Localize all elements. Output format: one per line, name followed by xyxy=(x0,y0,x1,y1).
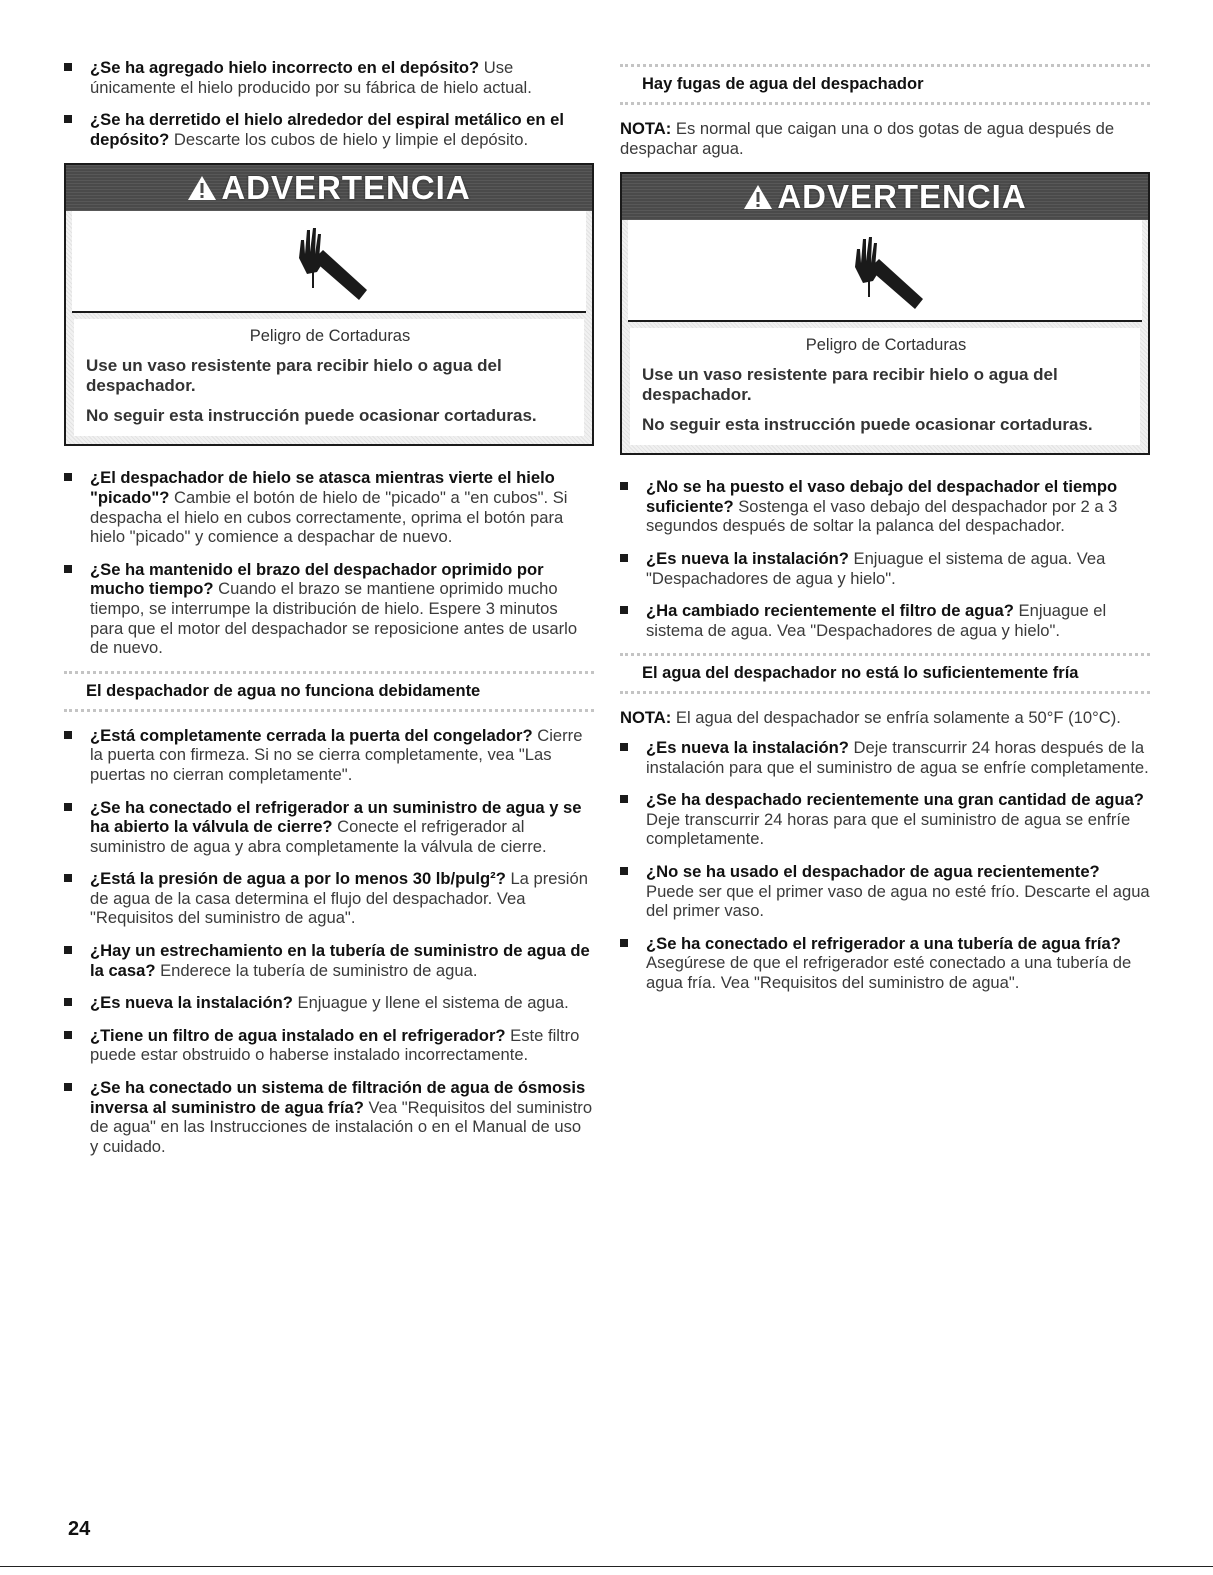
list-item xyxy=(64,993,594,1013)
bullet-list xyxy=(620,477,1150,640)
section-heading: Hay fugas de agua del despachador xyxy=(620,64,1150,105)
question: ¿Se ha conectado el refrigerador a una tubería de agua fría? xyxy=(646,933,1121,953)
bullet-list xyxy=(64,58,594,149)
warning-line: Use un vaso resistente para recibir hielo o agua del despachador. xyxy=(642,365,1058,405)
right-column xyxy=(620,64,1150,1005)
answer: Cuando el brazo se mantiene oprimido mucho tiempo, se interrumpe la distribución de hielo. Espere 3 minutos para que el motor del despachador se reposicione antes de usarlo de nuevo. xyxy=(90,579,578,658)
question: ¿Es nueva la instalación? xyxy=(90,993,293,1013)
list-item xyxy=(64,1078,594,1156)
bullet-list xyxy=(64,726,594,1157)
warning-line: No seguir esta instrucción puede ocasionar cortaduras. xyxy=(86,406,537,426)
answer: Este filtro puede estar obstruido o haberse instalado incorrectamente. xyxy=(90,1025,580,1065)
list-item xyxy=(620,477,1150,536)
answer: Puede ser que el primer vaso de agua no esté frío. Descarte el agua del primer vaso. xyxy=(646,881,1150,921)
warning-body xyxy=(74,319,584,436)
list-item xyxy=(64,560,594,658)
question: ¿Se ha conectado un sistema de filtración de agua de ósmosis inversa al suministro de agua fría? xyxy=(90,1078,586,1117)
answer: Enjuague y llene el sistema de agua. xyxy=(292,993,569,1013)
list-item xyxy=(64,468,594,546)
warning-header xyxy=(622,174,1148,220)
question: ¿Está completamente cerrada la puerta del congelador? xyxy=(90,725,533,745)
question: ¿Ha cambiado recientemente el filtro de agua? xyxy=(646,601,1014,621)
list-item xyxy=(64,1026,594,1065)
list-item xyxy=(64,58,594,97)
list-item xyxy=(64,798,594,857)
answer: Cierre la puerta con firmeza. Si no se cierra completamente, vea "Las puertas no cierran completamente". xyxy=(90,725,583,784)
question: ¿No se ha puesto el vaso debajo del despachador el tiempo suficiente? xyxy=(646,477,1118,516)
answer: Descarte los cubos de hielo y limpie el depósito. xyxy=(169,129,529,149)
warning-title: ADVERTENCIA xyxy=(777,178,1027,216)
bullet-list xyxy=(620,738,1150,993)
answer: Enderece la tubería de suministro de agua. xyxy=(155,960,478,980)
list-item xyxy=(620,549,1150,588)
list-item xyxy=(620,862,1150,921)
note xyxy=(620,119,1150,158)
warning-line: Use un vaso resistente para recibir hielo o agua del despachador. xyxy=(86,356,502,396)
bullet-list xyxy=(64,468,594,657)
footer-rule xyxy=(0,1566,1213,1567)
answer: Enjuague el sistema de agua. Vea "Despachadores de agua y hielo". xyxy=(646,601,1107,640)
note-label: NOTA: xyxy=(620,708,672,728)
question: ¿Se ha conectado el refrigerador a un suministro de agua y se ha abierto la válvula de cierre? xyxy=(90,797,582,837)
warning-triangle-icon xyxy=(743,184,773,210)
answer: Deje transcurrir 24 horas después de la instalación para que el suministro de agua se enfríe completamente. xyxy=(646,737,1149,777)
question: ¿No se ha usado el despachador de agua recientemente? xyxy=(646,861,1100,881)
list-item xyxy=(620,790,1150,849)
section-heading: El agua del despachador no está lo suficientemente fría xyxy=(620,653,1150,694)
answer: Sostenga el vaso debajo del despachador por 2 a 3 segundos después de soltar la palanca del despachador. xyxy=(646,496,1118,536)
warning-header xyxy=(66,165,592,211)
question: ¿Tiene un filtro de agua instalado en el refrigerador? xyxy=(90,1025,506,1045)
question: ¿Está la presión de agua a por lo menos 30 lb/pulg²? xyxy=(90,869,506,889)
note xyxy=(620,708,1150,728)
note-text: El agua del despachador se enfría solamente a 50°F (10°C). xyxy=(671,708,1121,728)
note-label: NOTA: xyxy=(620,119,672,138)
answer: Conecte el refrigerador al suministro de agua y abra completamente la válvula de cierre. xyxy=(90,817,547,856)
warning-line: No seguir esta instrucción puede ocasionar cortaduras. xyxy=(642,415,1093,435)
list-item xyxy=(64,726,594,785)
answer: Use únicamente el hielo producido por su fábrica de hielo actual. xyxy=(90,58,532,97)
warning-box xyxy=(620,172,1150,455)
section-heading: El despachador de agua no funciona debidamente xyxy=(64,671,594,712)
list-item xyxy=(620,738,1150,777)
list-item xyxy=(64,110,594,149)
question: ¿Se ha mantenido el brazo del despachador oprimido por mucho tiempo? xyxy=(90,559,544,599)
list-item xyxy=(64,941,594,980)
warning-subtitle: Peligro de Cortaduras xyxy=(805,336,967,355)
answer: Enjuague el sistema de agua. Vea "Despachadores de agua y hielo". xyxy=(646,548,1106,588)
answer: Cambie el botón de hielo de "picado" a "en cubos". Si despacha el hielo en cubos correctamente, oprima el botón para hielo "picado" y comience a despachar de nuevo. xyxy=(90,487,568,547)
note-text: Es normal que caigan una o dos gotas de agua después de despachar agua. xyxy=(620,119,1115,158)
answer: La presión de agua de la casa determina el flujo del despachador. Vea "Requisitos del suministro de agua". xyxy=(90,869,588,928)
hand-cut-hazard-icon xyxy=(628,220,1142,322)
question: ¿Hay un estrechamiento en la tubería de suministro de agua de la casa? xyxy=(90,941,590,980)
answer: Asegúrese de que el refrigerador esté conectado a una tubería de agua fría. Vea "Requisitos del suministro de agua". xyxy=(646,953,1132,992)
hand-cut-hazard-icon xyxy=(72,211,586,313)
question: ¿Es nueva la instalación? xyxy=(646,737,849,757)
warning-triangle-icon xyxy=(187,175,217,201)
list-item xyxy=(64,869,594,928)
question: ¿El despachador de hielo se atasca mientras vierte el hielo "picado"? xyxy=(90,468,555,507)
left-column xyxy=(64,58,594,1169)
list-item xyxy=(620,601,1150,640)
question: ¿Se ha derretido el hielo alrededor del espiral metálico en el depósito? xyxy=(90,110,564,149)
list-item xyxy=(620,934,1150,993)
warning-body xyxy=(630,328,1140,445)
question: ¿Es nueva la instalación? xyxy=(646,548,849,568)
answer: Deje transcurrir 24 horas para que el suministro de agua se enfríe completamente. xyxy=(646,809,1131,849)
question: ¿Se ha despachado recientemente una gran cantidad de agua? xyxy=(646,790,1144,810)
warning-subtitle: Peligro de Cortaduras xyxy=(249,327,411,346)
answer: Vea "Requisitos del suministro de agua" en las Instrucciones de instalación o en el Manual de uso y cuidado. xyxy=(90,1097,593,1156)
warning-title: ADVERTENCIA xyxy=(221,169,471,207)
warning-box xyxy=(64,163,594,446)
page-number: 24 xyxy=(68,1518,91,1540)
question: ¿Se ha agregado hielo incorrecto en el depósito? xyxy=(90,58,480,77)
